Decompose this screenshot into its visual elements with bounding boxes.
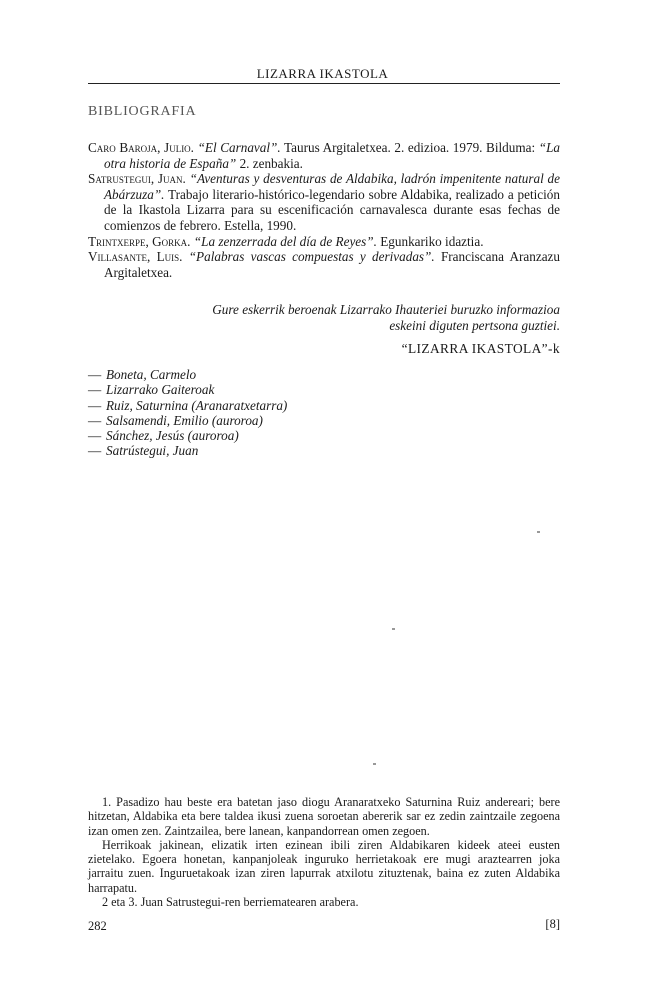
- entry-details: Franciscana Aranzazu Argitaletxea.: [104, 249, 560, 280]
- list-item-text: Sánchez, Jesús (auroroa): [106, 428, 239, 444]
- section-title: BIBLIOGRAFIA: [88, 104, 197, 119]
- acknowledgement-signature: “LIZARRA IKASTOLA”-k: [401, 341, 560, 356]
- acknowledgement-line: Gure eskerrik beroenak Lizarrako Ihauteriei buruzko informazioa: [212, 302, 560, 317]
- list-item-text: Ruiz, Saturnina (Aranaratxetarra): [106, 397, 288, 413]
- entry-work: “La zenzerrada del día de Reyes”.: [193, 233, 377, 249]
- bibliography-entry: [88, 249, 560, 280]
- entry-work: “Palabras vascas compuestas y derivadas”.: [188, 249, 435, 265]
- entry-details: Taurus Argitaletxea. 2. edizioa. 1979. Bilduma:: [280, 140, 539, 155]
- acknowledgement: [150, 302, 560, 333]
- scan-speck: [537, 531, 540, 533]
- list-item: [88, 443, 287, 458]
- entry-work: “Aventuras y desventuras de Aldabika, ladrón impenitente natural de Abárzuza”.: [104, 171, 561, 202]
- entry-author: Villasante, Luis.: [88, 249, 183, 265]
- entry-collection: “La otra historia de España”: [104, 140, 560, 171]
- list-dash: —: [88, 382, 102, 398]
- list-item-text: Salsamendi, Emilio (auroroa): [106, 412, 263, 428]
- entry-work: “El Carnaval”.: [197, 140, 281, 155]
- entry-details: Trabajo literario-histórico-legendario sobre Aldabika, realizado a petición de la Ikastola Lizarra para su escenificación carnavalesca durante esas fechas de comienzos de febrero. Estella, 1990.: [104, 186, 560, 233]
- list-item-text: Boneta, Carmelo: [106, 367, 197, 382]
- list-item-text: Satrústegui, Juan: [106, 443, 199, 459]
- list-item: [88, 367, 287, 382]
- list-dash: —: [88, 397, 102, 413]
- bibliography-entry: [88, 140, 560, 171]
- list-dash: —: [88, 428, 102, 444]
- acknowledgement-line: eskeini diguten pertsona guztiei.: [389, 317, 560, 333]
- bibliography-entry: [88, 171, 560, 233]
- page-number: 282: [88, 919, 107, 933]
- footnotes: [88, 795, 560, 909]
- footnote: 1. Pasadizo hau beste era batetan jaso diogu Aranaratxeko Saturnina Ruiz andereari; bere hitzetan, Aldabika eta bere taldea ikusi zuena soroetan abererik sar ez zedin zaintzaile zegoena izan omen zen. Zaintzailea, bere lanean, kanpandorrean omen zegoen.: [88, 795, 560, 838]
- scan-speck: [373, 763, 376, 765]
- entry-details: 2. zenbakia.: [236, 155, 303, 171]
- entry-author: Caro Baroja, Julio.: [88, 140, 194, 155]
- list-item: [88, 413, 287, 428]
- list-item: [88, 428, 287, 443]
- list-item-text: Lizarrako Gaiteroak: [106, 382, 215, 398]
- list-item: [88, 398, 287, 413]
- contributor-list: [88, 367, 287, 459]
- footnote: Herrikoak jakinean, elizatik irten ezinean ibili ziren Aldabikaren kideek ateei eusten zietelako. Egoera honetan, kanpanjoleak inguruko herrietakoak ere mugi araztearren joka jarraitu zuen. Inguruetakoak izan ziren lapurrak atxilotu zituztenak, baina ez zuten Aldabika harrapatu.: [88, 837, 560, 895]
- bibliography-entry: [88, 234, 560, 250]
- list-dash: —: [88, 412, 102, 428]
- scan-speck: [392, 628, 395, 630]
- footnote: 2 eta 3. Juan Satrustegui-ren berriematearen arabera.: [102, 895, 359, 910]
- list-dash: —: [88, 443, 102, 459]
- header-rule: [88, 83, 560, 84]
- entry-author: Satrustegui, Juan.: [88, 171, 186, 187]
- entry-details: Egunkariko idaztia.: [376, 233, 484, 249]
- list-item: [88, 382, 287, 397]
- entry-author: Trintxerpe, Gorka.: [88, 233, 191, 249]
- bibliography-list: [88, 140, 560, 280]
- running-header: LIZARRA IKASTOLA: [256, 66, 389, 81]
- page-reference: [8]: [545, 917, 560, 931]
- list-dash: —: [88, 367, 102, 382]
